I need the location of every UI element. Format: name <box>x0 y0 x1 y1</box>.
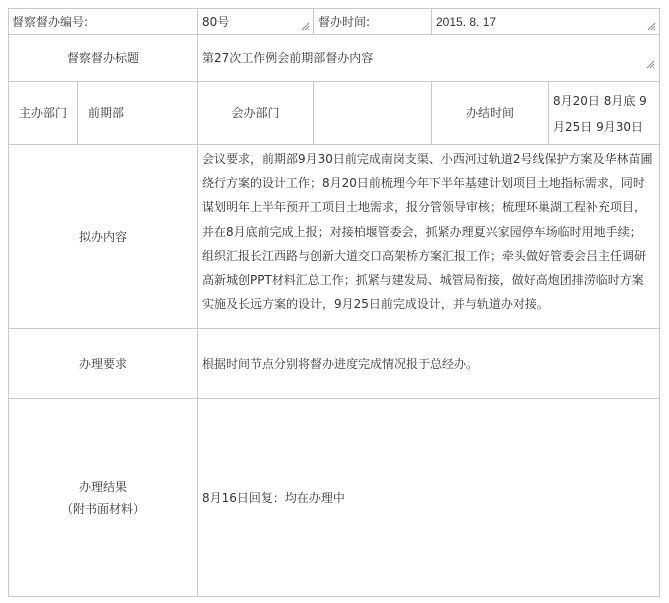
co-dept-label <box>198 82 313 144</box>
id-field[interactable] <box>202 9 313 34</box>
lead-dept-field[interactable] <box>88 82 197 144</box>
lead-dept-label <box>9 82 77 144</box>
table-border-col-time <box>313 8 314 35</box>
resize-grip-icon[interactable] <box>646 60 655 69</box>
title-field[interactable] <box>202 46 652 70</box>
table-border-col-deadlinevalue <box>548 81 549 145</box>
content-line: 实施及长远方案的设计，9月25日前完成设计，并与轨道办对接。 <box>202 297 549 312</box>
deadline-field[interactable] <box>553 88 659 144</box>
content-line: 组织汇报长江西路与创新大道交口高架桥方案汇报工作；牵头做好管委会吕主任调研 <box>202 248 647 263</box>
requirement-label <box>9 329 197 398</box>
requirement-label-text: 办理要求 <box>78 356 127 371</box>
co-dept-label-text: 会办部门 <box>231 106 280 120</box>
deadline-value-line1: 8月20日 8月底 9 <box>553 94 647 108</box>
table-border-col-co <box>313 81 314 145</box>
time-label <box>318 9 431 34</box>
co-dept-field[interactable] <box>318 82 431 144</box>
requirement-field[interactable] <box>202 329 658 398</box>
lead-dept-label-text: 主办部门 <box>18 106 67 120</box>
deadline-value-line2: 月25日 9月30日 <box>553 120 643 134</box>
time-field[interactable] <box>436 9 659 34</box>
table-border-right <box>659 8 660 597</box>
content-line: 高新城创PPT材料汇总工作；抓紧与建发局、城管局衔接，做好高炮团排涝临时方案 <box>202 273 644 288</box>
id-value: 80号 <box>202 14 230 29</box>
table-border-col-lead <box>77 81 78 145</box>
result-label <box>9 399 197 596</box>
content-label-text: 拟办内容 <box>78 229 127 244</box>
content-line: 并在8月底前完成上报；对接柏堰管委会，抓紧办理夏兴家园停车场临时用地手续； <box>202 224 642 239</box>
title-label-text: 督察督办标题 <box>66 51 139 65</box>
title-value: 第27次工作例会前期部督办内容 <box>202 51 374 65</box>
time-value: 2015. 8. 17 <box>436 14 497 29</box>
content-label <box>9 145 197 328</box>
requirement-value: 根据时间节点分别将督办进度完成情况报于总经办。 <box>202 356 479 371</box>
result-field[interactable] <box>202 399 658 596</box>
deadline-label-text: 办结时间 <box>465 106 514 120</box>
result-label-line2: （附书面材料） <box>60 501 145 516</box>
content-line: 会议要求，前期部9月30日前完成南岗支渠、小西河过轨道2号线保护方案及华林苗圃 <box>202 152 653 166</box>
table-border-bottom <box>8 596 660 597</box>
content-field[interactable] <box>202 147 658 327</box>
lead-dept-value: 前期部 <box>88 106 125 120</box>
resize-grip-icon[interactable] <box>647 22 656 31</box>
deadline-label <box>432 82 548 144</box>
id-label <box>12 9 197 34</box>
table-border-col-timevalue <box>431 8 432 35</box>
resize-grip-icon[interactable] <box>301 22 310 31</box>
content-line: 绕行方案的设计工作；8月20日前梳理今年下半年基建计划项目土地指标需求，同时 <box>202 176 645 191</box>
content-line: 谋划明年上半年预开工项目土地需求，报分管领导审核；梳理环巢湖工程补充项目， <box>202 200 647 215</box>
title-label <box>9 35 197 81</box>
id-label-text: 督察督办编号: <box>12 14 89 29</box>
time-label-text: 督办时间: <box>318 14 371 29</box>
result-value: 8月16日回复：均在办理中 <box>202 490 345 505</box>
result-label-line1: 办理结果 <box>78 479 127 494</box>
